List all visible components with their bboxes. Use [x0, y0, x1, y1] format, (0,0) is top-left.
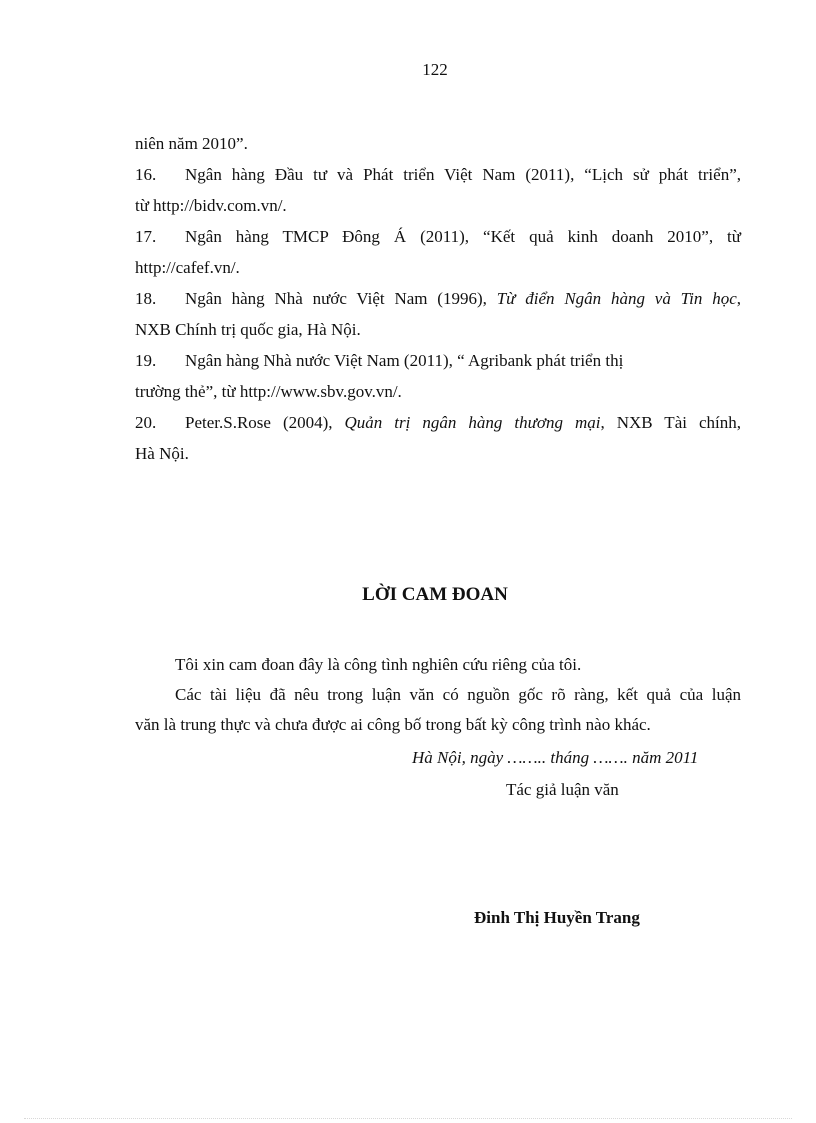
declaration-paragraph-1: Tôi xin cam đoan đây là công tình nghiên cứu riêng của tôi. — [175, 655, 582, 674]
reference-19-line2: trường thẻ”, từ http://www.sbv.gov.vn/. — [135, 382, 402, 401]
reference-number: 20. — [135, 413, 157, 432]
reference-number: 17. — [135, 227, 157, 246]
reference-text: Ngân hàng Đầu tư và Phát triển Việt Nam (2011), “Lịch sử phát triển”, — [185, 165, 741, 184]
reference-17-line2: http://cafef.vn/. — [135, 258, 240, 277]
page-number: 122 — [422, 60, 448, 79]
reference-list — [135, 128, 741, 469]
reference-text: Ngân hàng Nhà nước Việt Nam (1996), — [185, 289, 497, 308]
reference-text: , — [736, 289, 741, 308]
reference-16-line2: từ http://bidv.com.vn/. — [135, 196, 287, 215]
reference-text: Peter.S.Rose (2004), — [185, 413, 345, 432]
reference-number: 18. — [135, 289, 157, 308]
author-name: Đinh Thị Huyền Trang — [474, 908, 640, 927]
reference-number: 19. — [135, 351, 157, 370]
reference-title: Quản trị ngân hàng thương mại — [344, 413, 601, 432]
declaration-body — [135, 650, 741, 740]
reference-continuation: niên năm 2010”. — [135, 134, 248, 153]
reference-title: Từ điển Ngân hàng và Tin học — [496, 289, 737, 308]
declaration-paragraph-2-line2: văn là trung thực và chưa được ai công bố trong bất kỳ công trình nào khác. — [135, 715, 651, 734]
reference-20-line2: Hà Nội. — [135, 444, 189, 463]
declaration-paragraph-2-line1: Các tài liệu đã nêu trong luận văn có nguồn gốc rõ ràng, kết quả của luận — [175, 685, 741, 704]
reference-18-line2: NXB Chính trị quốc gia, Hà Nội. — [135, 320, 361, 339]
author-role: Tác giả luận văn — [506, 780, 619, 799]
reference-text: Ngân hàng Nhà nước Việt Nam (2011), “ Agribank phát triển thị — [185, 351, 624, 370]
reference-text: Ngân hàng TMCP Đông Á (2011), “Kết quả kinh doanh 2010”, từ — [185, 227, 741, 246]
reference-20-line1 — [135, 407, 741, 438]
declaration-title: LỜI CAM ĐOAN — [362, 584, 508, 605]
reference-text: , NXB Tài chính, — [600, 413, 741, 432]
page-bottom-divider — [24, 1118, 792, 1119]
reference-19-line1 — [135, 345, 741, 376]
reference-17-line1 — [135, 221, 741, 252]
reference-18-line1 — [135, 283, 741, 314]
signature-date: Hà Nội, ngày …….. tháng ……. năm 2011 — [412, 748, 699, 767]
reference-number: 16. — [135, 165, 157, 184]
reference-16-line1 — [135, 159, 741, 190]
